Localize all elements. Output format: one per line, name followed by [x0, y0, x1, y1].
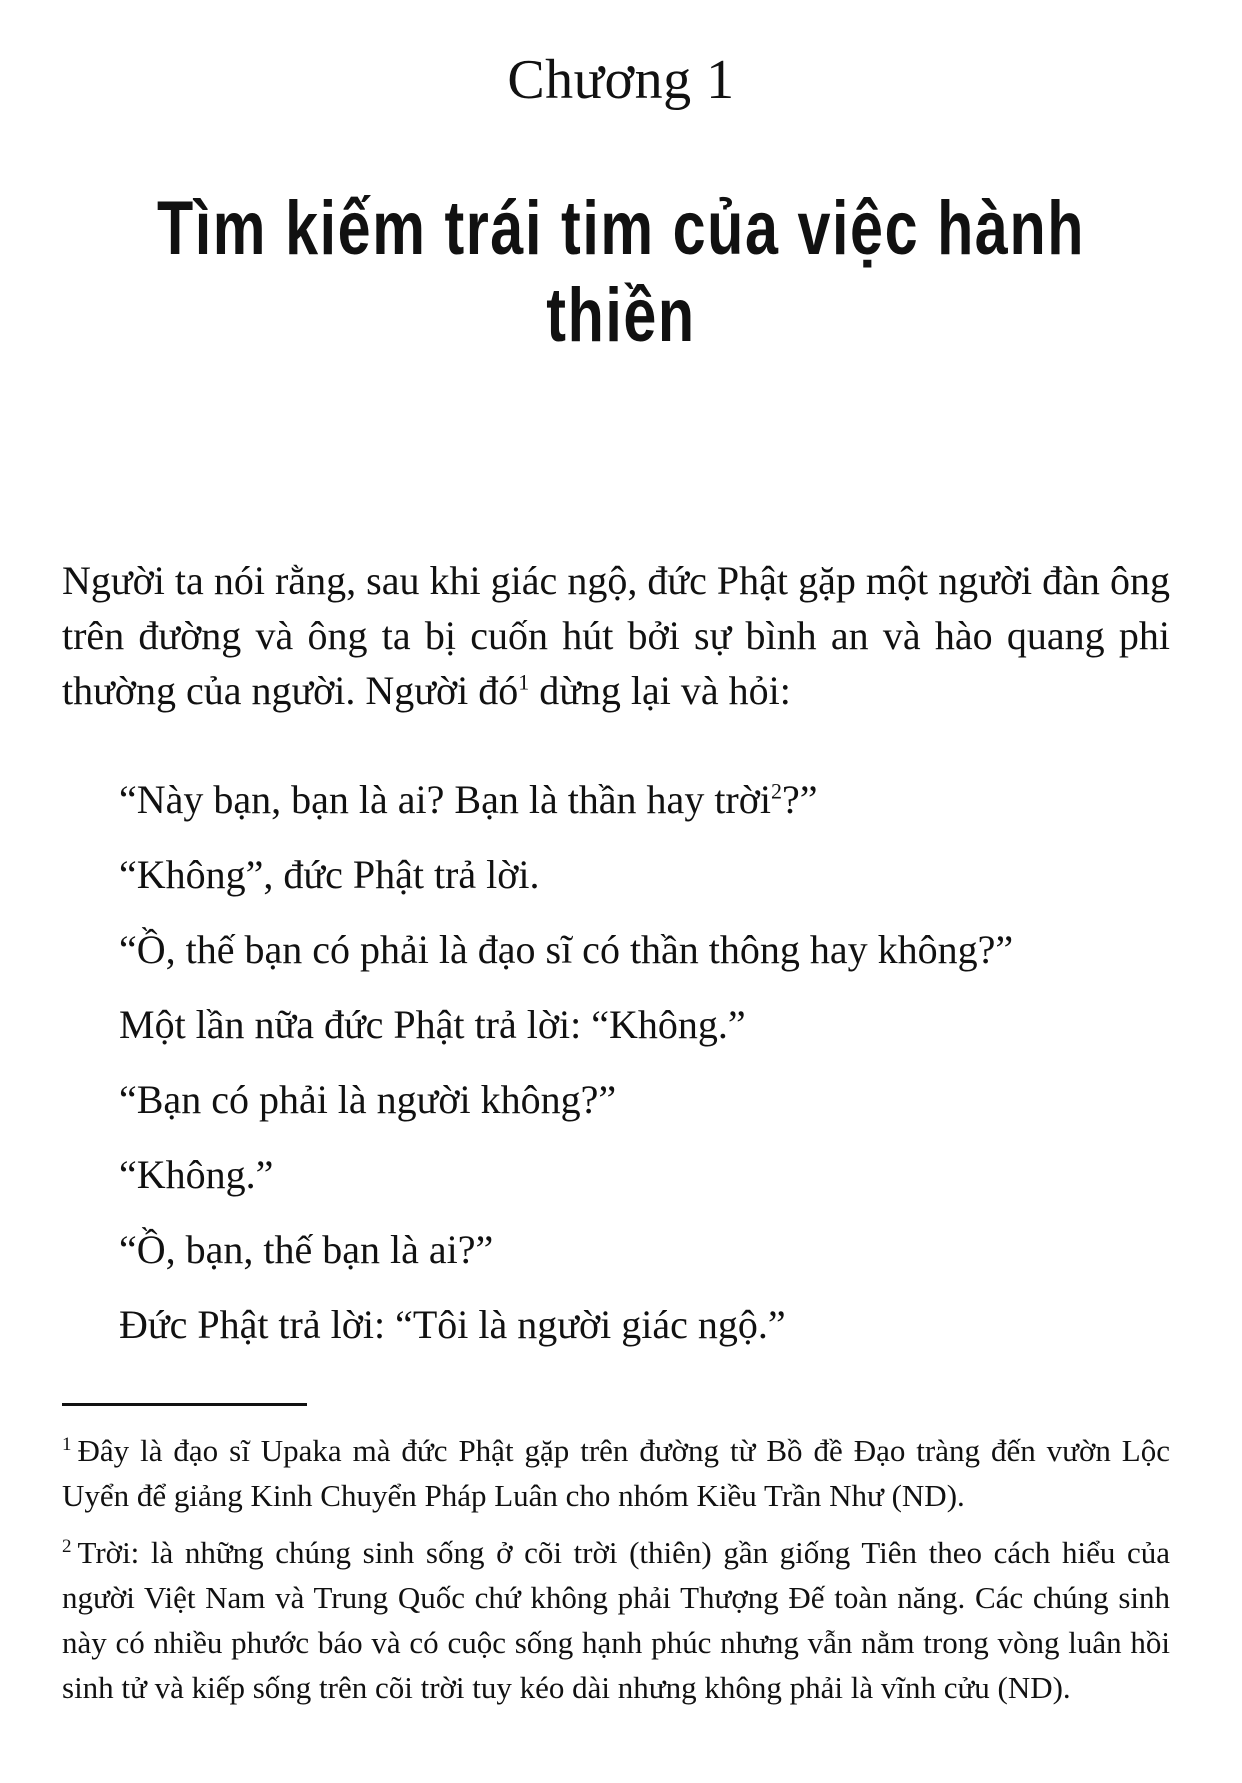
dialogue-line: Một lần nữa đức Phật trả lời: “Không.”	[119, 1002, 746, 1047]
dialogue-line: “Không.”	[119, 1152, 274, 1197]
dialogue-line-1a: “Này bạn, bạn là ai? Bạn là thần hay trời	[119, 777, 772, 822]
footnote-number: 2	[62, 1535, 72, 1557]
intro-text-part1: Người ta nói rằng, sau khi giác ngộ, đức Phật gặp một người đàn ông trên đường và ông ta bị cuốn hút bởi sự bình an và hào quang phi thường của người. Người đó	[62, 558, 1170, 713]
dialogue-line: “Bạn có phải là người không?”	[119, 1077, 617, 1122]
dialogue-line: “Không”, đức Phật trả lời.	[119, 852, 540, 897]
footnote-text: Trời: là những chúng sinh sống ở cõi trời (thiên) gần giống Tiên theo cách hiểu của người Việt Nam và Trung Quốc chứ không phải Thượng Đế toàn năng. Các chúng sinh này có nhiều phước báo và có cuộc sống hạnh phúc nhưng vẫn nằm trong vòng luân hồi sinh tử và kiếp sống trên cõi trời tuy kéo dài nhưng không phải là vĩnh cửu (ND).	[62, 1535, 1170, 1705]
footnote-ref-1: 1	[518, 669, 530, 695]
dialogue-line: Đức Phật trả lời: “Tôi là người giác ngộ.”	[119, 1302, 786, 1347]
dialogue-line	[119, 762, 1159, 837]
dialogue-line-1b: ?”	[782, 777, 818, 822]
footnote-1	[62, 1428, 1170, 1518]
dialogue-line: “Ồ, bạn, thế bạn là ai?”	[119, 1227, 494, 1272]
footnote-ref-2: 2	[771, 778, 783, 804]
footnotes	[62, 1428, 1170, 1722]
chapter-label: Chương 1	[507, 49, 735, 111]
chapter-title: Tìm kiếm trái tim của việc hành thiền	[157, 186, 1085, 358]
dialogue-block	[119, 762, 1159, 1362]
intro-text-part2: dừng lại và hỏi:	[529, 668, 791, 713]
footnote-divider	[62, 1403, 307, 1406]
intro-paragraph	[62, 553, 1170, 718]
dialogue-line: “Ồ, thế bạn có phải là đạo sĩ có thần thông hay không?”	[119, 927, 1014, 972]
footnote-text: Đây là đạo sĩ Upaka mà đức Phật gặp trên đường từ Bồ đề Đạo tràng đến vườn Lộc Uyển để giảng Kinh Chuyển Pháp Luân cho nhóm Kiều Trần Như (ND).	[62, 1433, 1170, 1513]
footnote-number: 1	[62, 1433, 72, 1455]
footnote-2	[62, 1530, 1170, 1710]
